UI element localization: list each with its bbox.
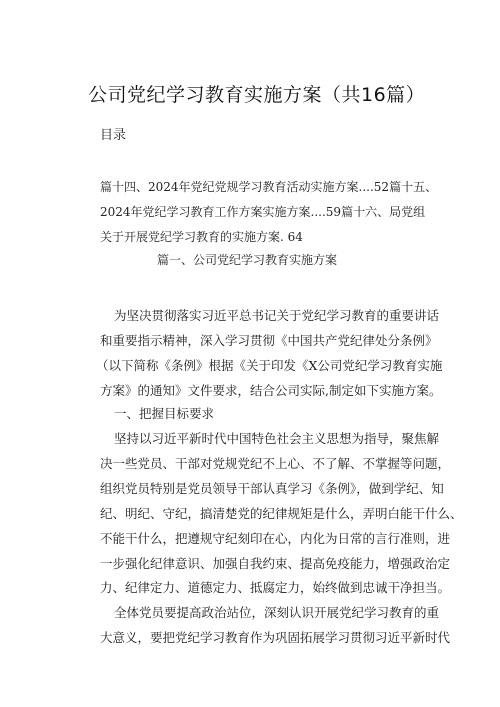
body-line: 坚持以习近平新时代中国特色社会主义思想为指导，聚焦解 bbox=[114, 431, 440, 446]
document-title: 公司党纪学习教育实施方案（共16篇） bbox=[88, 84, 426, 106]
body-line: （以下简称《条例》根据《关于印发《X公司党纪学习教育实施 bbox=[96, 358, 443, 373]
toc-line: 2024年党纪学习教育工作方案实施方案....59篇十六、局党组 bbox=[100, 205, 426, 219]
body-line: 为坚决贯彻落实习近平总书记关于党纪学习教育的重要讲话 bbox=[114, 308, 440, 323]
body-line: 一步强化纪律意识、加强自我约束、提高免疫能力，增强政治定 bbox=[100, 556, 451, 571]
toc-heading: 目录 bbox=[100, 128, 127, 143]
body-line: 组织党员特别是党员领导干部认真学习《条例》，做到学纪、知 bbox=[100, 481, 444, 496]
toc-line: 关于开展党纪学习教育的实施方案. 64 bbox=[100, 230, 303, 244]
body-line: 纪、明纪、守纪，搞清楚党的纪律规矩是什么，弄明白能干什么、 bbox=[100, 506, 463, 521]
section-title: 篇一、公司党纪学习教育实施方案 bbox=[157, 253, 338, 267]
toc-line: 篇十四、2024年党纪党规学习教育活动实施方案....52篇十五、 bbox=[100, 180, 438, 194]
body-line: 全体党员要提高政治站位，深刻认识开展党纪学习教育的重 bbox=[114, 605, 440, 620]
body-line: 不能干什么，把遵规守纪刻印在心，内化为日常的言行准则，进 bbox=[100, 531, 451, 546]
body-line: 力、纪律定力、道德定力、抵腐定力，始终做到忠诚干净担当。 bbox=[100, 580, 451, 595]
body-line: 一、把握目标要求 bbox=[114, 406, 215, 421]
body-line: 大意义，要把党纪学习教育作为巩固拓展学习贯彻习近平新时代 bbox=[100, 630, 451, 645]
body-line: 方案》的通知》文件要求，结合公司实际,制定如下实施方案。 bbox=[100, 383, 442, 398]
body-line: 和重要指示精神，深入学习贯彻《中国共产党纪律处分条例》 bbox=[100, 333, 438, 348]
body-line: 决一些党员、干部对党规党纪不上心、不了解、不掌握等问题， bbox=[100, 456, 451, 471]
